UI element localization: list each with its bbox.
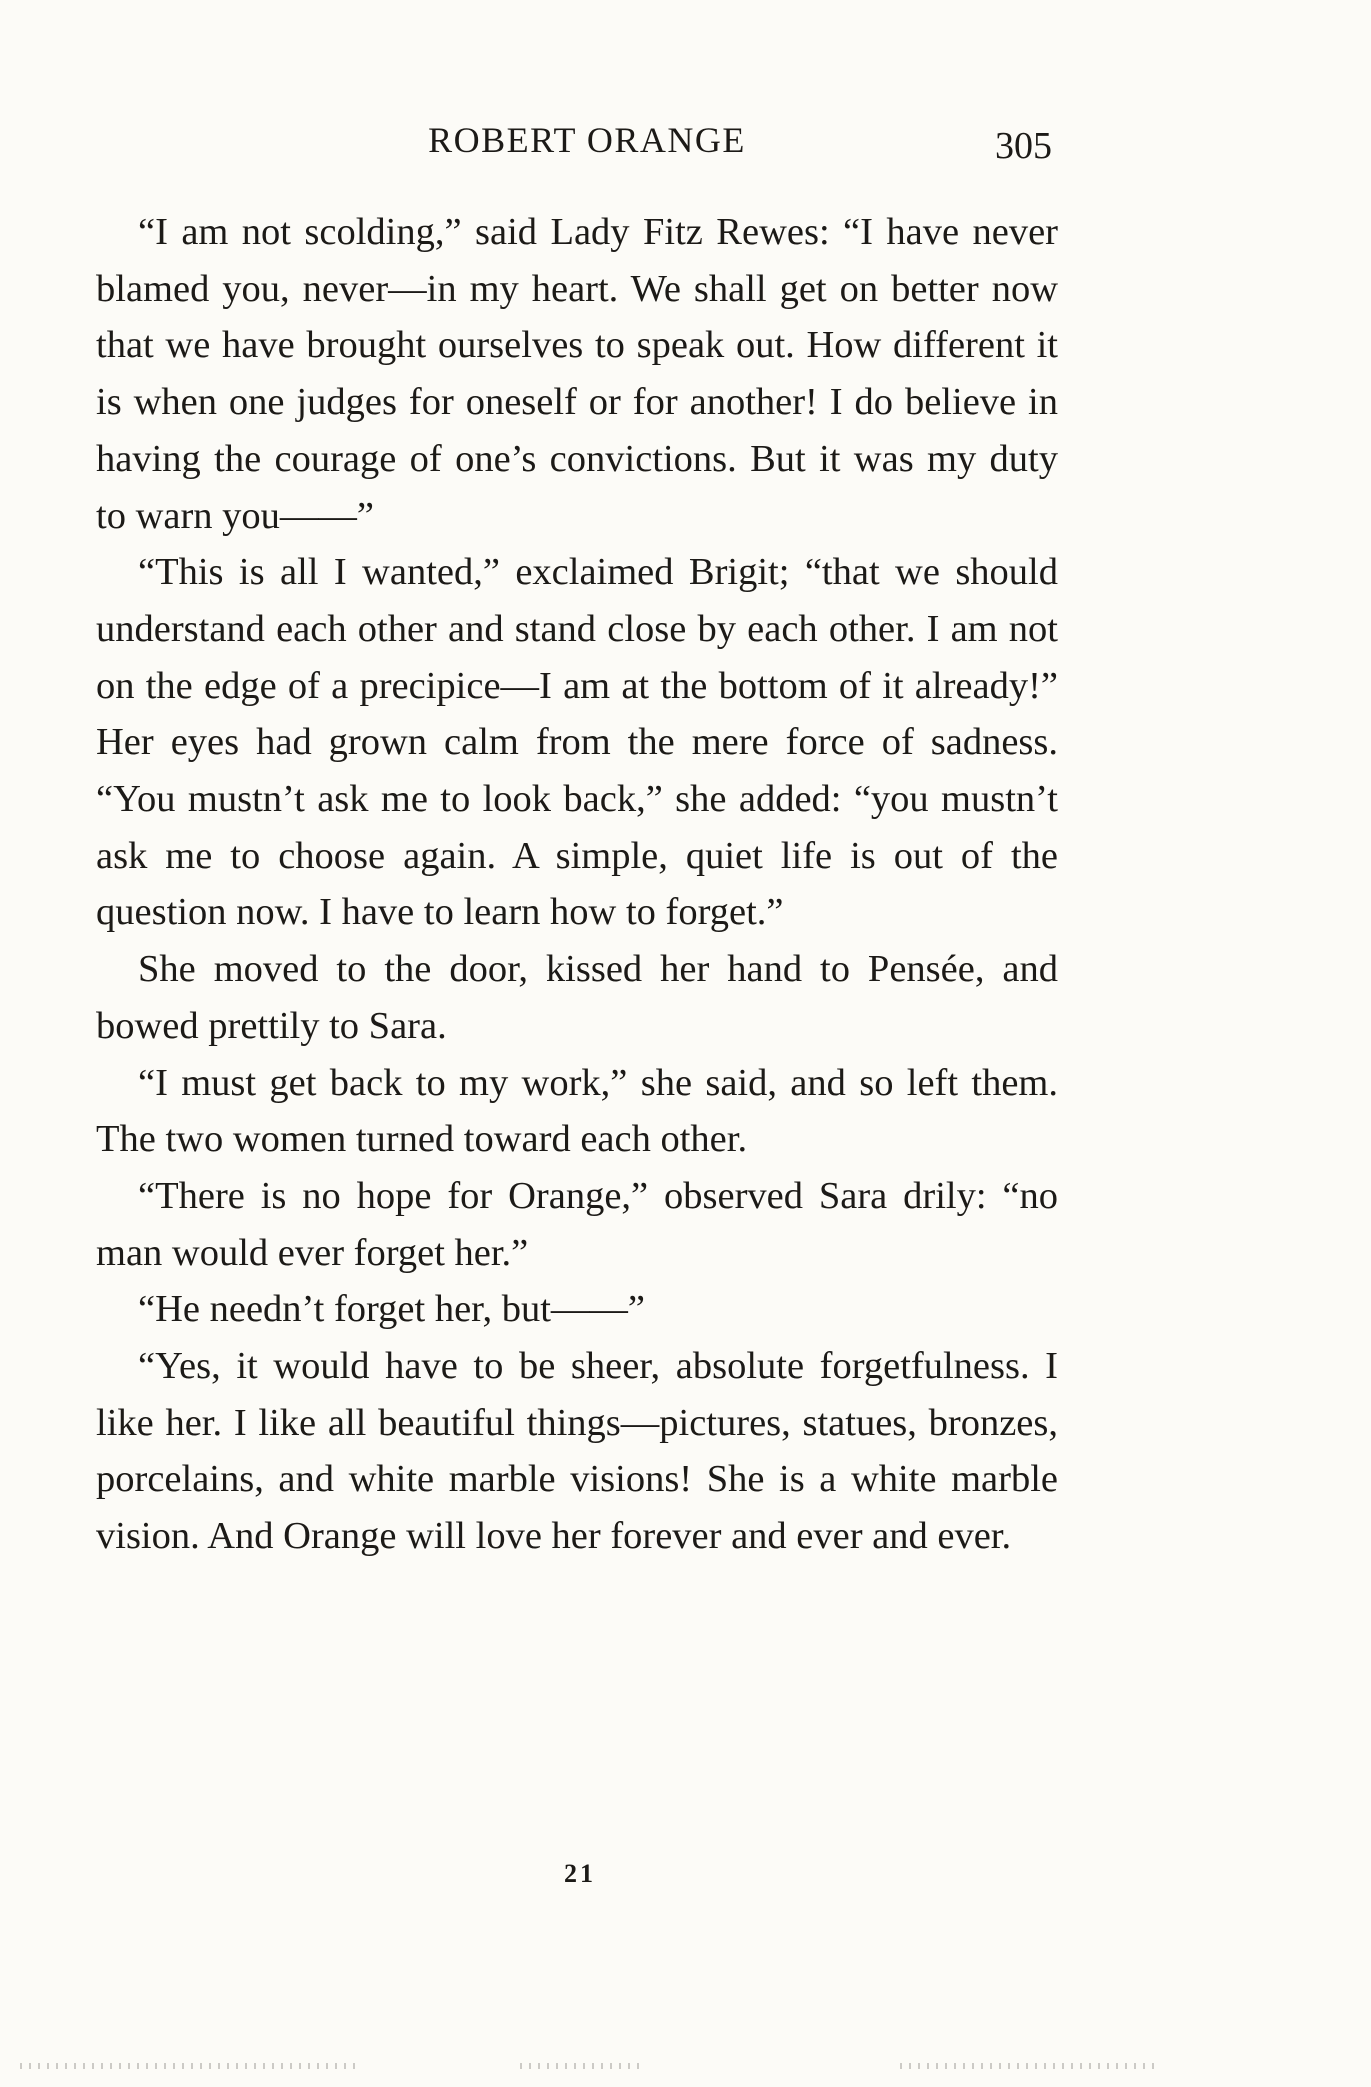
paper-speckle-right xyxy=(900,2063,1160,2069)
paragraph-1: “I am not scolding,” said Lady Fitz Rewes: “I have never blamed you, never—in my heart. We shall get on better now that we have brought ourselves to speak out. How different it is when one judges for oneself or for another! I do believe in having the courage of one’s convictions. But it was my duty to warn you——” xyxy=(96,211,1058,537)
page-number: 305 xyxy=(995,125,1052,167)
paper-speckle-left xyxy=(20,2063,360,2069)
paragraph-4: “I must get back to my work,” she said, and so left them. The two women turned toward each other. xyxy=(96,1061,1058,1161)
paragraph-5: “There is no hope for Orange,” observed Sara drily: “no man would ever forget her.” xyxy=(96,1174,1058,1274)
body-text xyxy=(96,204,1058,1565)
paragraph-7: “Yes, it would have to be sheer, absolute forgetfulness. I like her. I like all beautiful things—pictures, statues, bronzes, porcelains, and white marble visions! She is a white marble vision. And Orange will love her forever and ever and ever. xyxy=(96,1345,1058,1558)
signature-mark: 21 xyxy=(564,1859,596,1888)
running-title: ROBERT ORANGE xyxy=(428,120,746,160)
running-head xyxy=(96,112,1058,168)
paragraph-3: She moved to the door, kissed her hand to Pensée, and bowed prettily to Sara. xyxy=(96,948,1058,1047)
paragraph-6: “He needn’t forget her, but——” xyxy=(138,1288,645,1331)
paragraph-2: “This is all I wanted,” exclaimed Brigit; “that we should understand each other and stand close by each other. I am not on the edge of a precipice—I am at the bottom of it already!” Her eyes had grown calm from the mere force of sadness. “You mustn’t ask me to look back,” she added: “you mustn’t ask me to choose again. A simple, quiet life is out of the question now. I have to learn how to forget.” xyxy=(96,551,1058,934)
paper-speckle-middle xyxy=(520,2063,640,2069)
